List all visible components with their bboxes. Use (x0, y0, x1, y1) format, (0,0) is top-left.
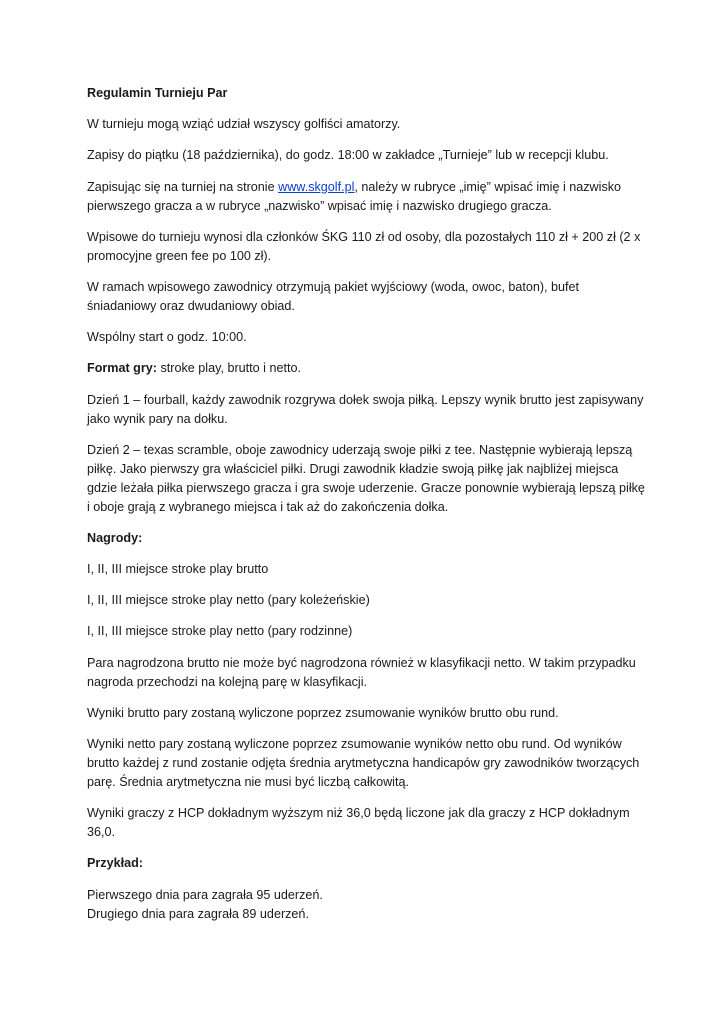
format-value: stroke play, brutto i netto. (156, 361, 301, 376)
paragraph-netto-scoring: Wyniki netto pary zostaną wyliczone poprzez zsumowanie wyników netto obu rund. Od wyników brutto każdej z rund zostanie odjęta średnia arytmetyczna handicapów gry zawodników tworzących parę. Średnia arytmetyczna nie musi być liczbą całkowitą. (87, 737, 640, 789)
registration-text-before: Zapisując się na turniej na stronie (87, 179, 279, 194)
paragraph-award-rule: Para nagrodzona brutto nie może być nagrodzona również w klasyfikacji netto. W takim przypadku nagroda przechodzi na kolejną parę w klasyfikacji. (87, 655, 636, 689)
paragraph-registration (87, 178, 647, 216)
paragraph-fee: Wpisowe do turnieju wynosi dla członków ŚKG 110 zł od osoby, dla pozostałych 110 zł + 200 zł (2 x promocyjne green fee po 100 zł). (87, 229, 641, 263)
example-heading: Przykład: (87, 856, 143, 871)
example-line-day-2: Drugiego dnia para zagrała 89 uderzeń. (87, 906, 309, 921)
prize-netto-friends: I, II, III miejsce stroke play netto (pary koleżeńskie) (87, 593, 370, 608)
paragraph-brutto-scoring: Wyniki brutto pary zostaną wyliczone poprzez zsumowanie wyników brutto obu rund. (87, 705, 559, 720)
paragraph-start: Wspólny start o godz. 10:00. (87, 330, 247, 345)
example-line-day-1: Pierwszego dnia para zagrała 95 uderzeń. (87, 887, 323, 902)
prize-brutto: I, II, III miejsce stroke play brutto (87, 562, 269, 577)
document-title: Regulamin Turnieju Par (87, 86, 228, 100)
website-link[interactable]: www.skgolf.pl (278, 179, 355, 194)
paragraph-hcp-rule: Wyniki graczy z HCP dokładnym wyższym niż 36,0 będą liczone jak dla graczy z HCP dokładnym 36,0. (87, 806, 630, 840)
prize-netto-family: I, II, III miejsce stroke play netto (pary rodzinne) (87, 624, 353, 639)
paragraph-package: W ramach wpisowego zawodnicy otrzymują pakiet wyjściowy (woda, owoc, baton), bufet śniadaniowy oraz dwudaniowy obiad. (87, 279, 580, 313)
prizes-heading: Nagrody: (87, 530, 143, 545)
paragraph-day-1: Dzień 1 – fourball, każdy zawodnik rozgrywa dołek swoja piłką. Lepszy wynik brutto jest zapisywany jako wynik pary na dołku. (87, 392, 644, 426)
registration-text-after: , należy w rubryce „imię” wpisać imię i nazwisko pierwszego gracza a w rubryce „nazwisko” wpisać imię i nazwisko drugiego gracza. (87, 179, 622, 213)
paragraph-day-2: Dzień 2 – texas scramble, oboje zawodnicy uderzają swoje piłki z tee. Następnie wybierają lepszą piłkę. Jako pierwszy gra właściciel piłki. Drugi zawodnik kładzie swoją piłkę jak najbliżej miejsca gdzie leżała piłka pierwszego gracza i gra swoje uderzenie. Gracze ponownie wybierają lepszą piłkę i oboje grają z wybranego miejsca i tak aż do zakończenia dołka. (87, 442, 645, 514)
document-page (87, 84, 647, 924)
paragraph-signup: Zapisy do piątku (18 października), do godz. 18:00 w zakładce „Turnieje” lub w recepcji klubu. (87, 148, 609, 163)
paragraph-participants: W turnieju mogą wziąć udział wszyscy golfiści amatorzy. (87, 117, 401, 132)
format-label: Format gry: (87, 361, 157, 376)
paragraph-format (87, 359, 647, 378)
